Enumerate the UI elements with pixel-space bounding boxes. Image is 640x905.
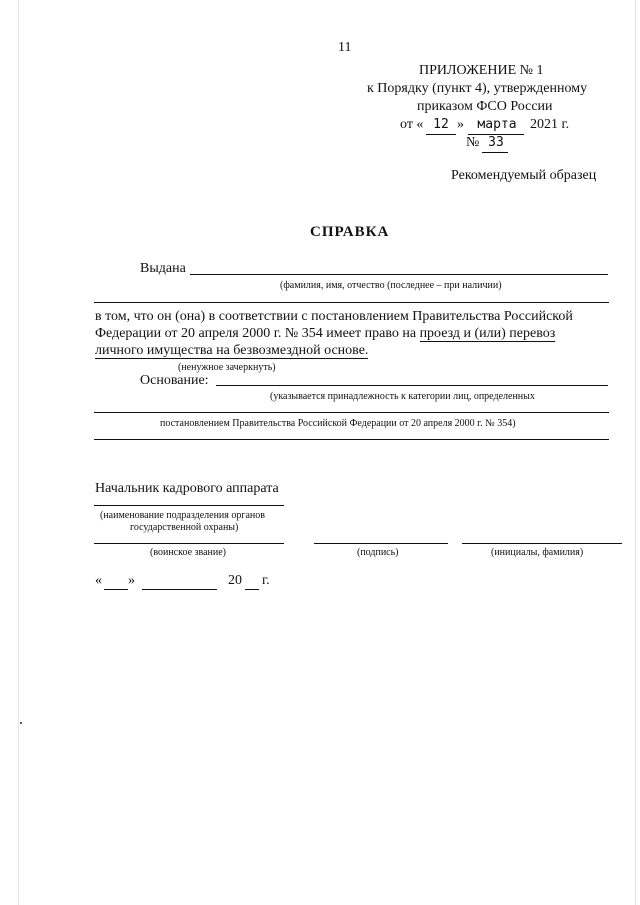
- name-field[interactable]: [462, 543, 622, 544]
- basis-field-line2[interactable]: [94, 412, 609, 413]
- footer-date-year-suffix: г.: [262, 573, 270, 588]
- name-hint: (инициалы, фамилия): [491, 547, 584, 558]
- issued-to-label: Выдана: [140, 261, 186, 276]
- scan-edge-left: [18, 0, 19, 905]
- body-line-3: [95, 343, 368, 359]
- appendix-number-prefix: №: [466, 135, 480, 150]
- scan-speck: [20, 722, 22, 724]
- body-line-2-start: Федерации от 20 апреля 2000 г. № 354 имеет право на: [95, 326, 420, 341]
- unit-hint-line2: государственной охраны): [130, 522, 239, 533]
- appendix-order-ref: к Порядку (пункт 4), утвержденному: [367, 81, 588, 96]
- body-line-2: [95, 326, 555, 342]
- sample-label: Рекомендуемый образец: [451, 168, 597, 183]
- footer-date-open-quote: «: [95, 573, 102, 588]
- unit-hint-line1: (наименование подразделения органов: [100, 510, 265, 521]
- rank-field[interactable]: [94, 543, 284, 544]
- basis-field[interactable]: [216, 385, 608, 386]
- issued-to-field-line2[interactable]: [94, 302, 609, 303]
- appendix-date-day: 12: [433, 117, 449, 132]
- body-line-2-option: проезд и (или) перевоз: [419, 326, 556, 341]
- document-title: СПРАВКА: [310, 224, 390, 240]
- signer-position: Начальник кадрового аппарата: [95, 481, 279, 496]
- page-number: 11: [338, 40, 352, 55]
- basis-label: Основание:: [140, 373, 209, 388]
- body-line-3-option: личного имущества на безвозмездной основе.: [95, 343, 369, 358]
- appendix-date-year: 2021 г.: [530, 117, 570, 132]
- footer-date-year-prefix: 20: [228, 573, 242, 588]
- scan-edge-right: [635, 0, 636, 905]
- footer-date-month-field[interactable]: [142, 589, 217, 590]
- signature-field[interactable]: [314, 543, 448, 544]
- appendix-title: ПРИЛОЖЕНИЕ № 1: [419, 63, 544, 78]
- appendix-number-value: 33: [488, 135, 504, 150]
- rank-hint: (воинское звание): [150, 547, 226, 558]
- appendix-date-month: марта: [477, 117, 517, 132]
- signature-hint: (подпись): [357, 547, 399, 558]
- issued-to-hint: (фамилия, имя, отчество (последнее – при наличии): [280, 280, 502, 291]
- body-line-1: в том, что он (она) в соответствии с постановлением Правительства Российской: [95, 309, 573, 324]
- number-underline: [482, 152, 508, 153]
- appendix-date-prefix: от «: [400, 117, 424, 132]
- footer-date-close-quote: »: [128, 573, 135, 588]
- unit-field[interactable]: [94, 505, 284, 506]
- issued-to-field[interactable]: [190, 274, 608, 275]
- footer-date-day-field[interactable]: [104, 589, 128, 590]
- appendix-decree: приказом ФСО России: [417, 99, 553, 114]
- strike-hint: (ненужное зачеркнуть): [178, 362, 276, 373]
- basis-field-line3[interactable]: [94, 439, 609, 440]
- date-day-underline: [426, 134, 456, 135]
- footer-date-year-field[interactable]: [245, 589, 259, 590]
- basis-hint-1: (указывается принадлежность к категории лиц, определенных: [270, 391, 535, 402]
- basis-hint-2: постановлением Правительства Российской Федерации от 20 апреля 2000 г. № 354): [160, 418, 516, 429]
- appendix-date-mid: »: [457, 117, 464, 132]
